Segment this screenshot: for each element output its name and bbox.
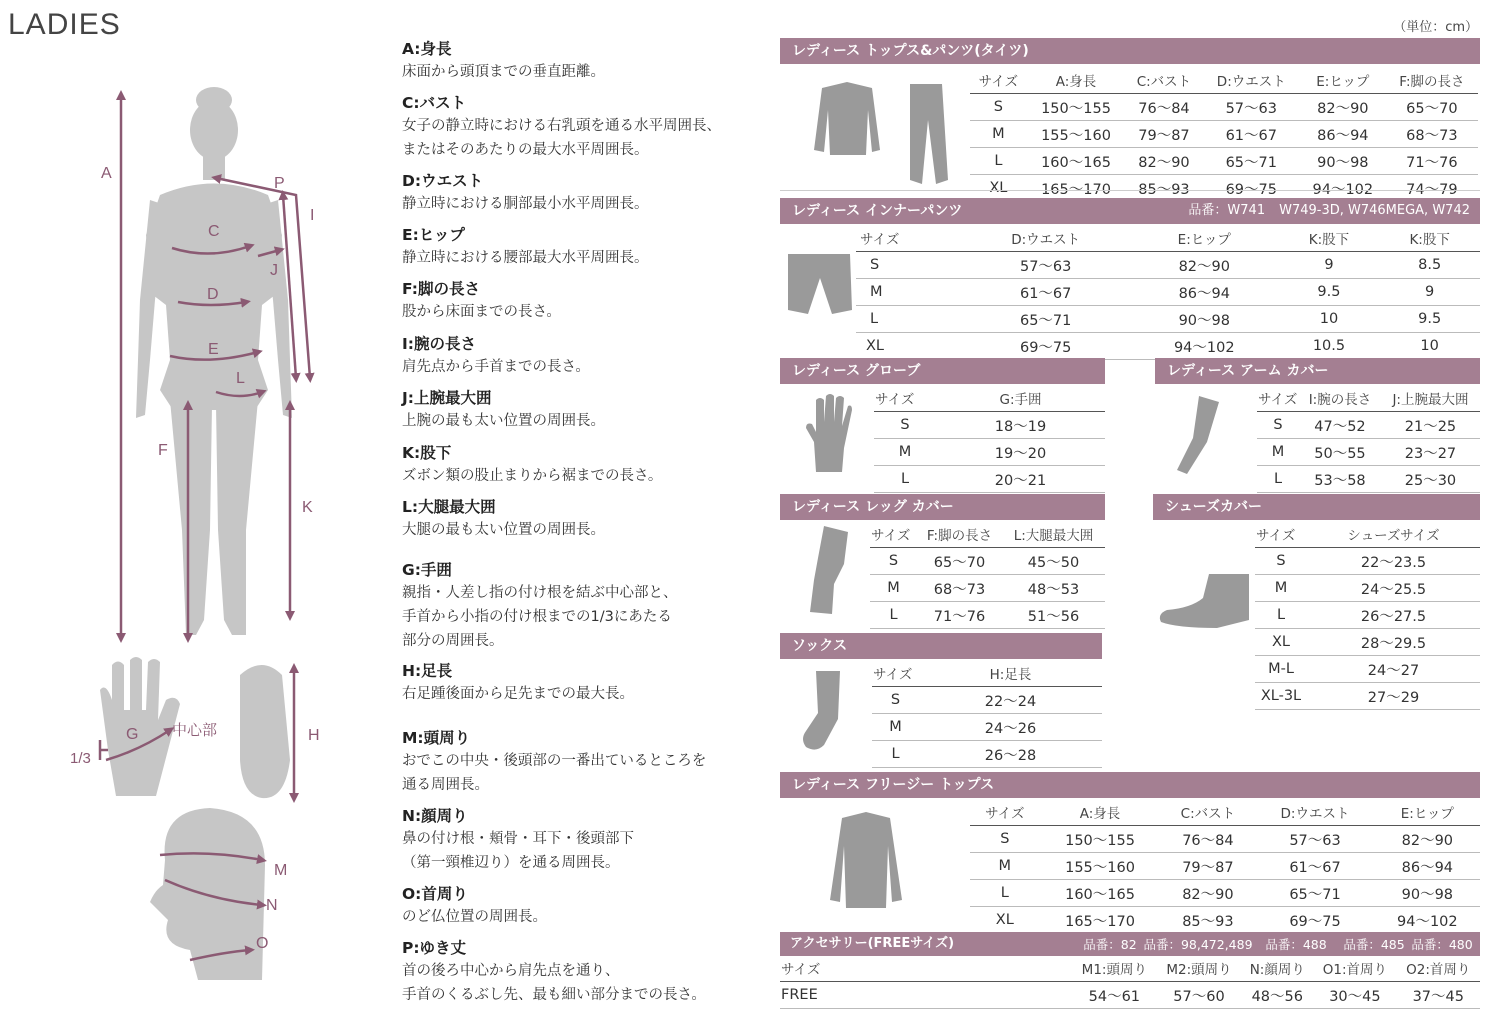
definition-item: M:頭周り おでこの中央・後頭部の一番出ているところを 通る周囲長。	[402, 729, 707, 793]
column-header: M1:頭周り	[1072, 954, 1157, 982]
table-row	[970, 94, 1478, 121]
table-cell: 57〜63	[1255, 826, 1374, 853]
table-cell: 94〜102	[1130, 333, 1279, 360]
table-row	[1257, 412, 1480, 439]
table-cell: 160〜165	[1040, 880, 1161, 907]
table-row	[780, 982, 1480, 1009]
table-cell: 76〜84	[1160, 826, 1255, 853]
table-cell: S	[1257, 412, 1299, 439]
table-cell: 61〜67	[961, 279, 1129, 306]
fleece-jacket-icon	[822, 812, 912, 912]
table-cell: 57〜63	[961, 252, 1129, 279]
table-row	[1255, 548, 1480, 575]
table-row	[874, 466, 1105, 493]
table-cell: 82〜90	[1130, 252, 1279, 279]
definition-item: O:首周り のど仏位置の周囲長。	[402, 885, 547, 925]
table-cell: XL-3L	[1255, 683, 1307, 710]
table-cell: M	[970, 121, 1027, 148]
table-cell: 160〜165	[1027, 148, 1125, 175]
column-header: サイズ	[970, 66, 1027, 94]
column-header: K:股下	[1279, 224, 1380, 252]
table-cell: 57〜63	[1203, 94, 1300, 121]
table-cell: 19〜20	[936, 439, 1105, 466]
table-cell: 24〜25.5	[1307, 575, 1480, 602]
table-cell: L	[856, 306, 961, 333]
column-header: N:顔周り	[1241, 954, 1313, 982]
table-cell: 20〜21	[936, 466, 1105, 493]
leg-cover-icon	[804, 524, 854, 616]
table-cell: 65〜70	[1386, 94, 1478, 121]
column-header: D:ウエスト	[1255, 798, 1374, 826]
table-cell: 86〜94	[1130, 279, 1279, 306]
table-cell: M	[870, 575, 917, 602]
table-cell: 82〜90	[1300, 94, 1386, 121]
column-header: サイズ	[874, 384, 936, 412]
table-row	[856, 252, 1480, 279]
table-cell: 71〜76	[917, 602, 1002, 629]
table-cell: 82〜90	[1160, 880, 1255, 907]
table-cell: 45〜50	[1002, 548, 1105, 575]
definition-item: H:足長 右足踵後面から足先までの最大長。	[402, 662, 634, 702]
table-cell: M	[1255, 575, 1307, 602]
column-header: サイズ	[780, 954, 1072, 982]
column-header: C:バスト	[1160, 798, 1255, 826]
definition-item: P:ゆき丈 首の後ろ中心から肩先点を通り、 手首のくるぶし先、最も細い部分までの長さ。	[402, 939, 706, 1003]
table-cell: S	[870, 548, 917, 575]
shoe-cover-icon	[1157, 570, 1253, 630]
table-row	[970, 148, 1478, 175]
table-cell: 28〜29.5	[1307, 629, 1480, 656]
table-cell: 10	[1279, 306, 1380, 333]
table-cell: 82〜90	[1375, 826, 1480, 853]
table-row	[970, 907, 1480, 934]
size-table	[856, 224, 1480, 360]
table-cell: 21〜25	[1381, 412, 1480, 439]
table-cell: 9	[1379, 279, 1480, 306]
table-cell: 22〜24	[919, 687, 1102, 714]
table-cell: 48〜56	[1241, 982, 1313, 1009]
section-title: レディース アーム カバー	[1155, 358, 1480, 384]
table-cell: 8.5	[1379, 252, 1480, 279]
table-cell: M-L	[1255, 656, 1307, 683]
table-cell: 165〜170	[1027, 175, 1125, 202]
section-inner-pants	[780, 198, 1480, 356]
column-header: F:脚の長さ	[1386, 66, 1478, 94]
section-leg-cover	[780, 494, 1105, 625]
table-cell: M	[970, 853, 1040, 880]
column-header: G:手囲	[936, 384, 1105, 412]
table-row	[874, 439, 1105, 466]
label-H: H	[308, 727, 320, 744]
definition-item: K:股下 ズボン類の股止まりから裾までの長さ。	[402, 444, 663, 484]
table-row	[1255, 656, 1480, 683]
column-header: E:ヒップ	[1375, 798, 1480, 826]
table-cell: 10.5	[1279, 333, 1380, 360]
column-header: M2:頭周り	[1157, 954, 1242, 982]
section-socks	[780, 633, 1102, 764]
table-cell: 24〜27	[1307, 656, 1480, 683]
table-row	[970, 121, 1478, 148]
section-glove	[780, 358, 1105, 489]
table-cell: S	[970, 826, 1040, 853]
table-cell: 90〜98	[1375, 880, 1480, 907]
section-tops-pants	[780, 38, 1480, 198]
column-header: サイズ	[856, 224, 961, 252]
section-title: シューズカバー	[1153, 494, 1480, 520]
inner-pants-icon	[786, 248, 856, 318]
table-cell: 150〜155	[1027, 94, 1125, 121]
column-header: E:ヒップ	[1300, 66, 1386, 94]
table-cell: 65〜70	[917, 548, 1002, 575]
section-title: レディース インナーパンツ 品番：W741 W749-3D, W746MEGA, W742	[780, 198, 1480, 224]
column-header: O2:首周り	[1397, 954, 1480, 982]
table-cell: S	[874, 412, 936, 439]
section-title: アクセサリー(FREEサイズ)	[780, 932, 1480, 956]
table-cell: 25〜30	[1381, 466, 1480, 493]
table-row	[870, 575, 1105, 602]
table-cell: 27〜29	[1307, 683, 1480, 710]
size-table	[780, 954, 1480, 1009]
table-cell: M	[856, 279, 961, 306]
definition-item: C:バスト 女子の静立時における右乳頭を通る水平周囲長、 またはそのあたりの最大水平周囲長。	[402, 94, 721, 158]
table-cell: 79〜87	[1160, 853, 1255, 880]
size-table	[1257, 384, 1480, 493]
column-header: シューズサイズ	[1307, 520, 1480, 548]
section-title: レディース トップス&パンツ(タイツ)	[780, 38, 1480, 64]
column-header: A:身長	[1040, 798, 1161, 826]
column-header: L:大腿最大囲	[1002, 520, 1105, 548]
table-cell: 9.5	[1379, 306, 1480, 333]
table-cell: XL	[970, 907, 1040, 934]
column-header: F:脚の長さ	[917, 520, 1002, 548]
table-cell: 94〜102	[1375, 907, 1480, 934]
column-header: I:腕の長さ	[1299, 384, 1381, 412]
table-cell: S	[856, 252, 961, 279]
table-cell: M	[874, 439, 936, 466]
label-I: I	[310, 207, 315, 224]
definition-item: G:手囲 親指・人差し指の付け根を結ぶ中心部と、 手首から小指の付け根までの1/3にあたる 部分の周囲長。	[402, 561, 678, 649]
label-E: E	[208, 341, 219, 358]
table-cell: 26〜27.5	[1307, 602, 1480, 629]
table-row	[1255, 683, 1480, 710]
table-cell: S	[970, 94, 1027, 121]
table-cell: 30〜45	[1313, 982, 1396, 1009]
table-cell: 85〜93	[1160, 907, 1255, 934]
table-cell: 155〜160	[1040, 853, 1161, 880]
table-row	[1257, 466, 1480, 493]
table-cell: 86〜94	[1300, 121, 1386, 148]
column-header: D:ウエスト	[961, 224, 1129, 252]
label-third: 1/3	[70, 750, 91, 767]
table-cell: 68〜73	[917, 575, 1002, 602]
table-row	[870, 602, 1105, 629]
table-cell: XL	[970, 175, 1027, 202]
column-header: サイズ	[872, 659, 919, 687]
column-header: サイズ	[870, 520, 917, 548]
product-code: 品番：98,472,489	[1143, 937, 1253, 952]
section-arm-cover	[1155, 358, 1480, 489]
definition-item: L:大腿最大囲 大腿の最も太い位置の周囲長。	[402, 498, 605, 538]
label-F: F	[158, 442, 168, 459]
table-cell: 74〜79	[1386, 175, 1478, 202]
section-accessory	[780, 932, 1480, 1005]
table-cell: 86〜94	[1375, 853, 1480, 880]
column-header: O1:首周り	[1313, 954, 1396, 982]
hand-silhouette	[100, 657, 180, 796]
size-table	[874, 384, 1105, 493]
table-cell: 18〜19	[936, 412, 1105, 439]
table-row	[970, 853, 1480, 880]
column-header: C:バスト	[1125, 66, 1202, 94]
column-header: サイズ	[970, 798, 1040, 826]
size-table	[970, 798, 1480, 934]
table-cell: L	[870, 602, 917, 629]
column-header: E:ヒップ	[1130, 224, 1279, 252]
table-cell: 150〜155	[1040, 826, 1161, 853]
table-row	[1257, 439, 1480, 466]
column-header: H:足長	[919, 659, 1102, 687]
page-title: LADIES	[8, 8, 121, 41]
size-table	[1255, 520, 1480, 710]
table-cell: L	[970, 148, 1027, 175]
table-cell: 71〜76	[1386, 148, 1478, 175]
size-table	[872, 659, 1102, 768]
woman-silhouette	[136, 87, 292, 635]
body-measurement-figure	[0, 60, 400, 1019]
section-title: レディース フリージー トップス	[780, 772, 1480, 798]
table-cell: 82〜90	[1125, 148, 1202, 175]
table-cell: 9.5	[1279, 279, 1380, 306]
size-table	[870, 520, 1105, 629]
table-cell: M	[1257, 439, 1299, 466]
section-shoe-cover	[1153, 494, 1480, 706]
table-cell: 90〜98	[1300, 148, 1386, 175]
table-cell: 65〜71	[961, 306, 1129, 333]
table-cell: 165〜170	[1040, 907, 1161, 934]
table-cell: 79〜87	[1125, 121, 1202, 148]
definition-item: D:ウエスト 静立時における胴部最小水平周囲長。	[402, 172, 649, 212]
table-row	[856, 306, 1480, 333]
table-cell: 48〜53	[1002, 575, 1105, 602]
table-cell: 50〜55	[1299, 439, 1381, 466]
table-cell: XL	[856, 333, 961, 360]
table-cell: 69〜75	[1203, 175, 1300, 202]
table-cell: L	[1257, 466, 1299, 493]
table-cell: 22〜23.5	[1307, 548, 1480, 575]
table-cell: 65〜71	[1203, 148, 1300, 175]
jersey-tights-icon	[802, 80, 952, 190]
product-code: 品番：488	[1265, 937, 1327, 952]
table-cell: XL	[1255, 629, 1307, 656]
column-header: A:身長	[1027, 66, 1125, 94]
section-title: レディース レッグ カバー	[780, 494, 1105, 520]
definition-item: I:腕の長さ 肩先点から手首までの長さ。	[402, 335, 590, 375]
table-cell: 69〜75	[1255, 907, 1374, 934]
table-cell: FREE	[780, 982, 1072, 1009]
table-row	[856, 279, 1480, 306]
label-M: M	[274, 862, 288, 879]
table-row	[970, 880, 1480, 907]
section-fleecy-tops	[780, 772, 1480, 930]
table-cell: 57〜60	[1157, 982, 1242, 1009]
foot-silhouette	[240, 665, 290, 798]
label-L: L	[236, 370, 245, 387]
table-row	[872, 687, 1102, 714]
table-cell: 85〜93	[1125, 175, 1202, 202]
label-center: 中心部	[172, 722, 218, 739]
table-cell: 61〜67	[1255, 853, 1374, 880]
product-code: 品番：480	[1411, 937, 1473, 952]
table-cell: L	[872, 741, 919, 768]
label-D: D	[207, 286, 219, 303]
table-cell: 65〜71	[1255, 880, 1374, 907]
table-cell: 51〜56	[1002, 602, 1105, 629]
table-cell: M	[872, 714, 919, 741]
table-cell: 94〜102	[1300, 175, 1386, 202]
table-row	[1255, 602, 1480, 629]
definition-item: F:脚の長さ 股から床面までの長さ。	[402, 280, 561, 320]
section-title: ソックス	[780, 633, 1102, 659]
column-header: J:上腕最大囲	[1381, 384, 1480, 412]
table-cell: L	[874, 466, 936, 493]
table-cell: 47〜52	[1299, 412, 1381, 439]
table-cell: 69〜75	[961, 333, 1129, 360]
table-cell: 23〜27	[1381, 439, 1480, 466]
table-row	[872, 714, 1102, 741]
table-cell: 61〜67	[1203, 121, 1300, 148]
sock-icon	[798, 669, 852, 753]
table-row	[874, 412, 1105, 439]
product-code: 品番：82	[1083, 937, 1137, 952]
label-N: N	[266, 897, 278, 914]
table-cell: 76〜84	[1125, 94, 1202, 121]
column-header: サイズ	[1257, 384, 1299, 412]
table-cell: 68〜73	[1386, 121, 1478, 148]
label-O: O	[256, 935, 269, 952]
table-cell: 155〜160	[1027, 121, 1125, 148]
table-cell: 10	[1379, 333, 1480, 360]
table-row	[870, 548, 1105, 575]
table-cell: 37〜45	[1397, 982, 1480, 1009]
size-table	[970, 66, 1478, 202]
table-cell: S	[872, 687, 919, 714]
column-header: サイズ	[1255, 520, 1307, 548]
table-row	[856, 333, 1480, 360]
label-K: K	[302, 499, 313, 516]
label-A: A	[101, 165, 112, 182]
unit-note: （単位：cm）	[1393, 20, 1478, 35]
definition-item: E:ヒップ 静立時における腰部最大水平周囲長。	[402, 226, 649, 266]
table-cell: S	[1255, 548, 1307, 575]
table-cell: 54〜61	[1072, 982, 1157, 1009]
table-row	[970, 826, 1480, 853]
column-header: D:ウエスト	[1203, 66, 1300, 94]
glove-icon	[802, 392, 852, 476]
definition-item: J:上腕最大囲 上腕の最も太い位置の周囲長。	[402, 389, 605, 429]
table-cell: 9	[1279, 252, 1380, 279]
table-cell: L	[1255, 602, 1307, 629]
table-row	[1255, 575, 1480, 602]
table-cell: 90〜98	[1130, 306, 1279, 333]
section-title: レディース グローブ	[780, 358, 1105, 384]
arm-cover-icon	[1173, 394, 1223, 478]
definition-item: A:身長 床面から頭頂までの垂直距離。	[402, 40, 605, 80]
table-cell: 26〜28	[919, 741, 1102, 768]
label-C: C	[208, 223, 220, 240]
table-cell: 24〜26	[919, 714, 1102, 741]
table-row	[1255, 629, 1480, 656]
table-row	[872, 741, 1102, 768]
definition-item: N:顔周り 鼻の付け根・頬骨・耳下・後頭部下 （第一頸椎辺り）を通る周囲長。	[402, 807, 634, 871]
table-cell: L	[970, 880, 1040, 907]
label-P: P	[274, 175, 285, 192]
table-cell: 53〜58	[1299, 466, 1381, 493]
label-G: G	[126, 726, 139, 743]
product-code: 品番：485	[1343, 937, 1405, 952]
label-J: J	[270, 262, 278, 279]
column-header: K:股下	[1379, 224, 1480, 252]
